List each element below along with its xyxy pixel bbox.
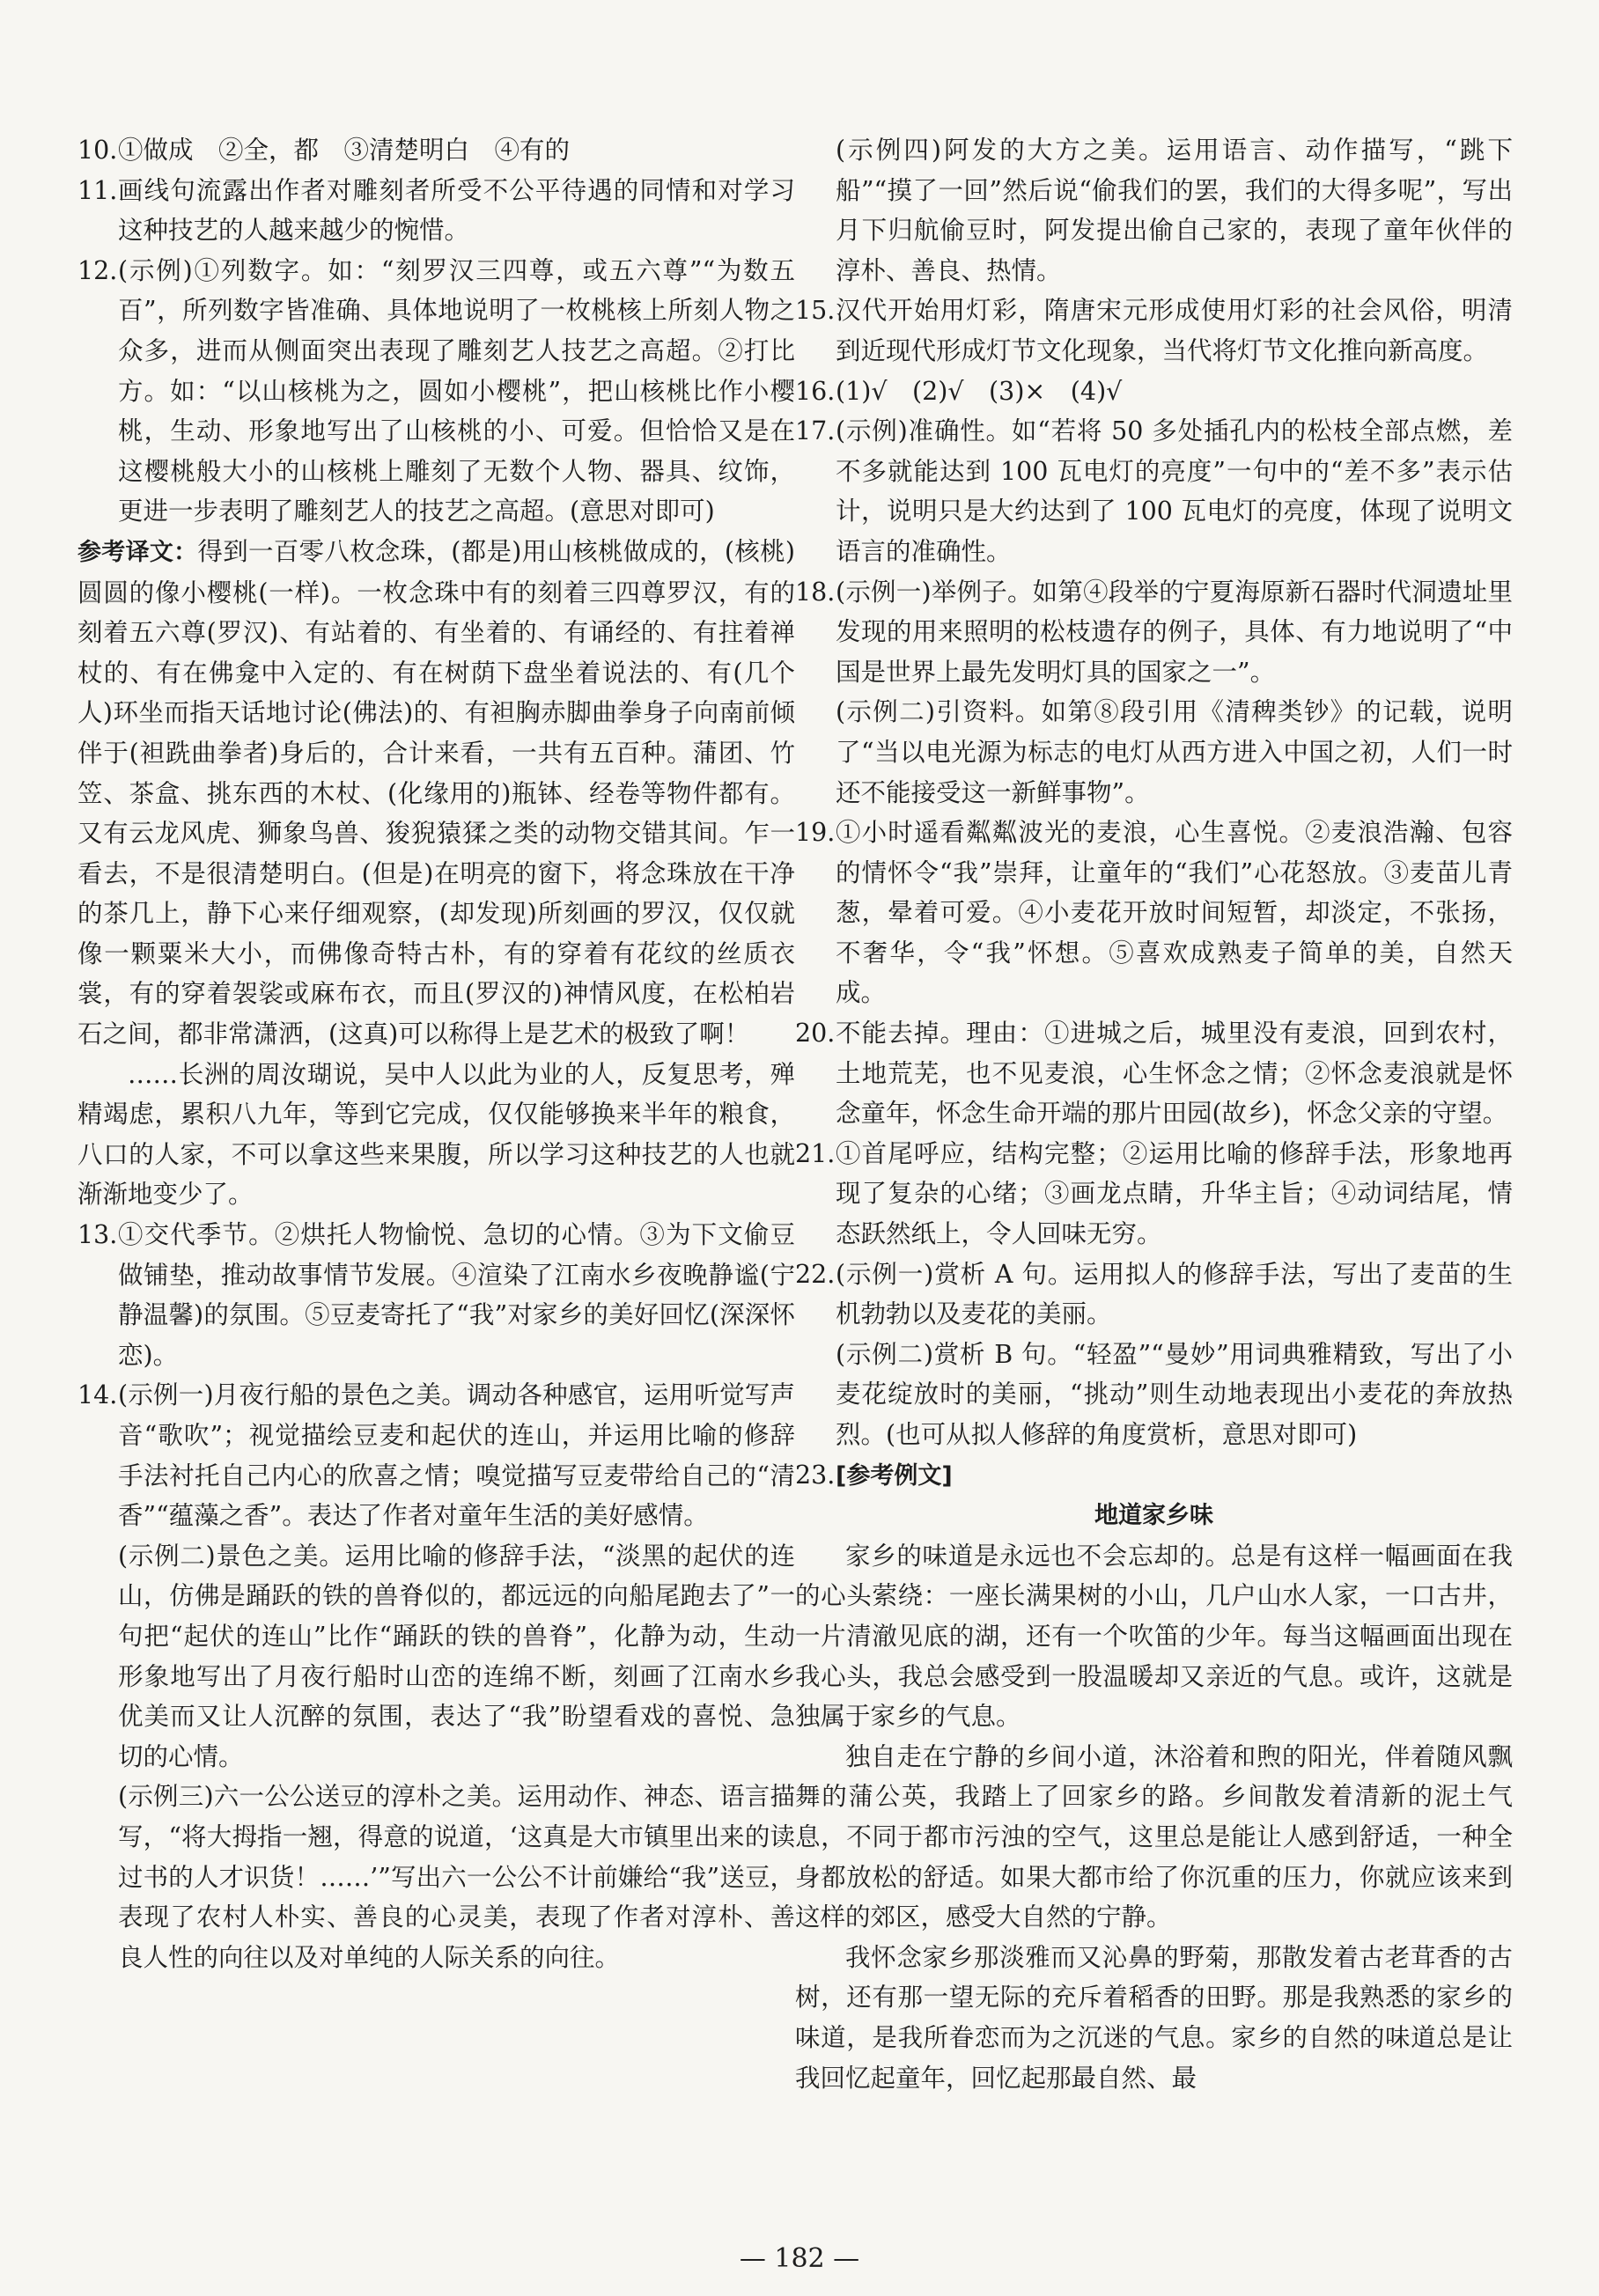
answer-number: 22.: [795, 1259, 836, 1289]
answer-12: [77, 251, 795, 532]
answer-number: 19.: [795, 818, 836, 848]
left-column: [77, 130, 795, 1977]
answer-text: (示例一)赏析 A 句。运用拟人的修辞手法，写出了麦苗的生机勃勃以及麦花的美丽。: [836, 1259, 1513, 1329]
answer-number: 18.: [795, 577, 836, 607]
answer-21: [795, 1134, 1513, 1255]
answer-number: 17.: [795, 416, 836, 446]
right-column: [795, 130, 1513, 2098]
essay-paragraph-1: 家乡的味道是永远也不会忘却的。总是有这样一幅画面在我的心头萦绕：一座长满果树的小山，几户山水人家，一口古井，一片清澈见底的湖，还有一个吹笛的少年。每当这幅画面出现在我心头，我总会感受到一股温暖却又亲近的气息。或许，这就是独属于家乡的气息。: [795, 1541, 1513, 1732]
answer-text: ①交代季节。②烘托人物愉悦、急切的心情。③为下文偷豆做铺垫，推动故事情节发展。④渲染了江南水乡夜晚静谧(宁静温馨)的氛围。⑤豆麦寄托了“我”对家乡的美好回忆(深深怀恋)。: [118, 1220, 795, 1370]
translation-label: 参考译文：: [77, 538, 198, 566]
answer-18: [795, 572, 1513, 693]
answer-text: (示例一)月夜行船的景色之美。调动各种感官，运用听觉写声音“歌吹”；视觉描绘豆麦和起伏的连山，并运用比喻的修辞手法衬托自己内心的欣喜之情；嗅觉描写豆麦带给自己的“清香”“蕴藻之香”。表达了作者对童年生活的美好感情。: [118, 1380, 795, 1531]
essay-title: 地道家乡味: [1094, 1502, 1213, 1530]
answer-number: 12.: [77, 255, 118, 285]
answer-number: 20.: [795, 1019, 836, 1049]
answer-18-example-2: (示例二)引资料。如第⑧段引用《清稗类钞》的记载，说明了“当以电光源为标志的电灯从西方进入中国之初，人们一时还不能接受这一新鲜事物”。: [836, 697, 1513, 807]
answer-number: 15.: [795, 296, 836, 326]
page-number: — 182 —: [739, 2243, 860, 2274]
translation-text: 得到一百零八枚念珠，(都是)用山核桃做成的，(核桃)圆圆的像小樱桃(一样)。一枚念珠中有的刻着三四尊罗汉，有的刻着五六尊(罗汉)、有站着的、有坐着的、有诵经的、有拄着禅杖的、有在佛龛中入定的、有在树荫下盘坐着说法的、有(几个人)环坐而指天话地讨论(佛法)的、有袒胸赤脚曲拳身子向南前倾伴于(袒跣曲拳者)身后的，合计来看，一共有五百种。蒲团、竹笠、茶盒、挑东西的木杖、(化缘用的)瓶钵、经卷等物件都有。又有云龙风虎、狮象鸟兽、狻猊猿猱之类的动物交错其间。乍一看去，不是很清楚明白。(但是)在明亮的窗下，将念珠放在干净的茶几上，静下心来仔细观察，(却发现)所刻画的罗汉，仅仅就像一颗粟米大小，而佛像奇特古朴，有的穿着有花纹的丝质衣裳，有的穿着袈裟或麻布衣，而且(罗汉的)神情风度，在松柏岩石之间，都非常潇洒，(这真)可以称得上是艺术的极致了啊！: [77, 536, 795, 1049]
answer-text: (示例一)举例子。如第④段举的宁夏海原新石器时代洞遗址里发现的用来照明的松枝遗存的例子，具体、有力地说明了“中国是世界上最先发明灯具的国家之一”。: [836, 577, 1513, 687]
answer-text: (示例)准确性。如“若将 50 多处插孔内的松枝全部点燃，差不多就能达到 100 瓦电灯的亮度”一句中的“差不多”表示估计，说明只是大约达到了 100 瓦电灯的亮度，体现了说明文语言的准确性。: [836, 416, 1513, 566]
answer-number: 11.: [77, 175, 118, 205]
reference-translation: [77, 532, 795, 1055]
answer-text: 汉代开始用灯彩，隋唐宋元形成使用灯彩的社会风俗，明清到近现代形成灯节文化现象，当代将灯节文化推向新高度。: [836, 296, 1513, 365]
answer-23: [795, 1455, 1513, 1497]
answer-22-example-2: (示例二)赏析 B 句。“轻盈”“曼妙”用词典雅精致，写出了小麦花绽放时的美丽，“挑动”则生动地表现出小麦花的奔放热烈。(也可从拟人修辞的角度赏析，意思对即可): [836, 1339, 1513, 1449]
answer-text: 画线句流露出作者对雕刻者所受不公平待遇的同情和对学习这种技艺的人越来越少的惋惜。: [118, 175, 795, 246]
essay-paragraph-2: 独自走在宁静的乡间小道，沐浴着和煦的阳光，伴着随风飘舞的蒲公英，我踏上了回家乡的路。乡间散发着清新的泥土气息，不同于都市污浊的空气，这里总是能让人感到舒适，一种全身都放松的舒适。如果大都市给了你沉重的压力，你就应该来到这样的郊区，感受大自然的宁静。: [795, 1741, 1513, 1932]
answer-15: [795, 291, 1513, 371]
answer-14-example-4: (示例四)阿发的大方之美。运用语言、动作描写，“跳下船”“摸了一回”然后说“偷我们的罢，我们的大得多呢”，写出月下归航偷豆时，阿发提出偷自己家的，表现了童年伙伴的淳朴、善良、热情。: [836, 136, 1513, 285]
answer-19: [795, 813, 1513, 1013]
essay-paragraph-3: 我怀念家乡那淡雅而又沁鼻的野菊，那散发着古老茸香的古树，还有那一望无际的充斥着稻香的田野。那是我熟悉的家乡的味道，是我所眷恋而为之沉迷的气息。家乡的自然的味道总是让我回忆起童年，回忆起那最自然、最: [795, 1942, 1513, 2093]
answer-13: [77, 1215, 795, 1375]
answer-14-example-2: (示例二)景色之美。运用比喻的修辞手法，“淡黑的起伏的连山，仿佛是踊跃的铁的兽脊似的，都远远的向船尾跑去了”一句把“起伏的连山”比作“踊跃的铁的兽脊”，化静为动，生动形象地写出了月夜行船时山峦的连绵不断，刻画了江南水乡优美而又让人沉醉的氛围，表达了“我”盼望看戏的喜悦、急切的心情。: [118, 1541, 795, 1771]
answer-22: [795, 1255, 1513, 1335]
answer-number: 23.: [795, 1460, 836, 1490]
answer-10: [77, 130, 795, 171]
answer-text: ①小时遥看粼粼波光的麦浪，心生喜悦。②麦浪浩瀚、包容的情怀令“我”崇拜，让童年的“我们”心花怒放。③麦苗儿青葱，晕着可爱。④小麦花开放时间短暂，却淡定，不张扬，不奢华，令“我”怀想。⑤喜欢成熟麦子简单的美，自然天成。: [836, 818, 1513, 1008]
answer-number: 10.: [77, 136, 118, 165]
answer-11: [77, 171, 795, 251]
answer-20: [795, 1013, 1513, 1134]
answer-number: 21.: [795, 1138, 836, 1168]
answer-text: (示例)①列数字。如：“刻罗汉三四尊，或五六尊”“为数五百”，所列数字皆准确、具体地说明了一枚桃核上所刻人物之众多，进而从侧面突出表现了雕刻艺人技艺之高超。②打比方。如：“以山核桃为之，圆如小樱桃”，把山核桃比作小樱桃，生动、形象地写出了山核桃的小、可爱。但恰恰又是在这樱桃般大小的山核桃上雕刻了无数个人物、器具、纹饰，更进一步表明了雕刻艺人的技艺之高超。(意思对即可): [118, 255, 795, 526]
translation-paragraph-2: ……长洲的周汝瑚说，吴中人以此为业的人，反复思考，殚精竭虑，累积八九年，等到它完成，仅仅能够换来半年的粮食，八口的人家，不可以拿这些来果腹，所以学习这种技艺的人也就渐渐地变少了。: [77, 1059, 795, 1210]
answer-text: ①首尾呼应，结构完整；②运用比喻的修辞手法，形象地再现了复杂的心绪；③画龙点睛，升华主旨；④动词结尾，情态跃然纸上，令人回味无穷。: [836, 1138, 1513, 1249]
answer-number: 14.: [77, 1380, 118, 1410]
answer-text: ①做成 ②全，都 ③清楚明白 ④有的: [118, 136, 571, 165]
answer-17: [795, 411, 1513, 571]
answer-number: 13.: [77, 1220, 118, 1250]
answer-16: [795, 372, 1513, 412]
answer-text: 不能去掉。理由：①进城之后，城里没有麦浪，回到农村，土地荒芜，也不见麦浪，心生怀念之情；②怀念麦浪就是怀念童年，怀念生命开端的那片田园(故乡)，怀念父亲的守望。: [836, 1019, 1513, 1129]
answer-14: [77, 1375, 795, 1535]
answer-text: (1)√ (2)√ (3)× (4)√: [836, 376, 1123, 406]
reference-essay-heading: [参考例文]: [836, 1461, 953, 1490]
answer-14-example-3: (示例三)六一公公送豆的淳朴之美。运用动作、神态、语言描写，“将大拇指一翘，得意的说道，‘这真是大市镇里出来的读过书的人才识货！……’”写出六一公公不计前嫌给“我”送豆，表现了农村人朴实、善良的心灵美，表现了作者对淳朴、善良人性的向往以及对单纯的人际关系的向往。: [118, 1782, 795, 1972]
answer-number: 16.: [795, 376, 836, 406]
